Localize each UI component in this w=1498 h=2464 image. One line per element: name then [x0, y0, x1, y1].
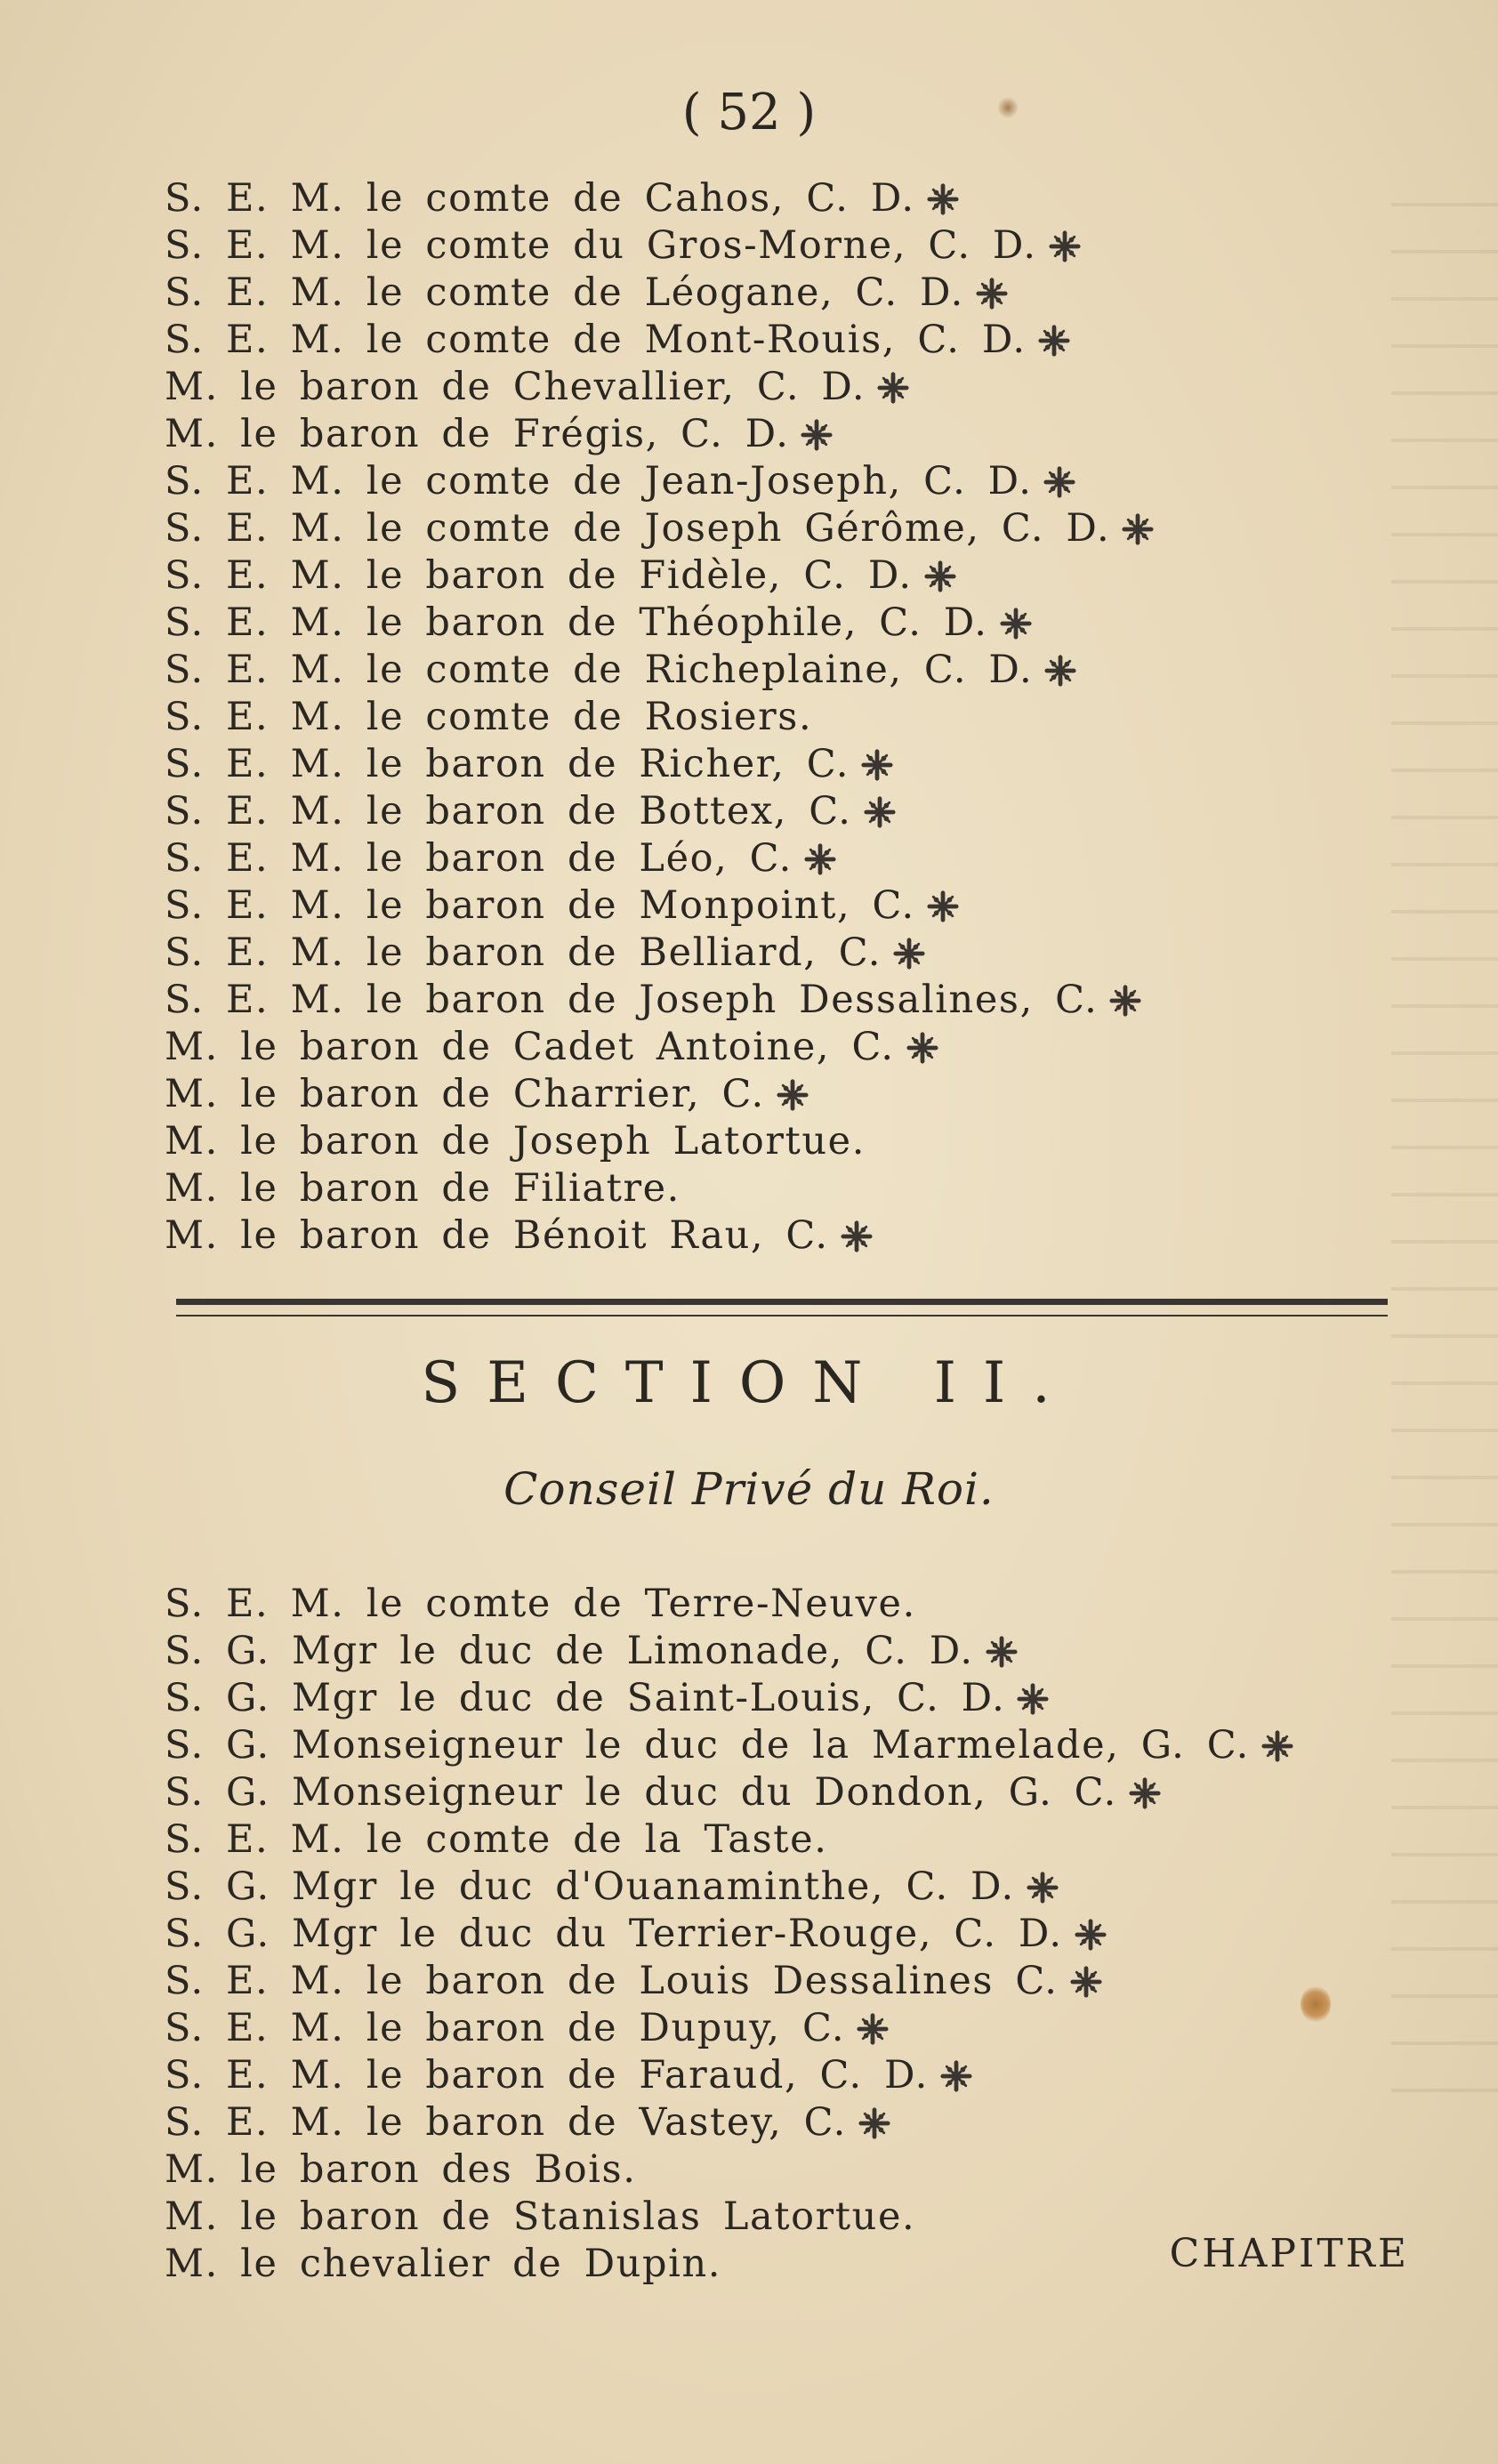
- order-cross-ornament-icon: [863, 795, 897, 829]
- entry-text: S. E. M. le baron de Louis Dessalines C.: [165, 1959, 1059, 2003]
- roster-entry: [165, 882, 1155, 930]
- entry-text: M. le baron des Bois.: [165, 2147, 637, 2192]
- double-rule-divider-thin: [176, 1315, 1388, 1317]
- roster-entry: [165, 1722, 1294, 1769]
- section-two-list: [165, 1581, 1294, 2288]
- order-cross-ornament-icon: [999, 607, 1033, 640]
- entry-text: M. le baron de Filiatre.: [165, 1166, 681, 1211]
- order-cross-ornament-icon: [923, 560, 957, 593]
- order-cross-ornament-icon: [906, 1031, 939, 1065]
- double-rule-divider: [176, 1299, 1388, 1305]
- entry-text: S. E. M. le baron de Léo, C.: [165, 836, 793, 881]
- order-cross-ornament-icon: [1108, 984, 1142, 1018]
- entry-text: S. G. Monseigneur le duc de la Marmelade, G. C.: [165, 1723, 1250, 1767]
- bleed-through-text: [1391, 169, 1498, 2126]
- roster-entry: [165, 835, 1155, 882]
- entry-text: S. E. M. le baron de Bottex, C.: [165, 789, 852, 833]
- order-cross-ornament-icon: [1043, 654, 1077, 688]
- entry-text: M. le baron de Charrier, C.: [165, 1072, 765, 1116]
- roster-entry: [165, 317, 1155, 364]
- entry-text: S. E. M. le baron de Fidèle, C. D.: [165, 553, 913, 598]
- roster-entry: [165, 222, 1155, 270]
- catchword: CHAPITRE: [1169, 2231, 1409, 2276]
- entry-text: S. G. Mgr le duc d'Ouanaminthe, C. D.: [165, 1864, 1015, 1909]
- order-cross-ornament-icon: [1026, 1871, 1059, 1904]
- entry-text: S. E. M. le comte de Rosiers.: [165, 695, 813, 739]
- order-cross-ornament-icon: [840, 1220, 874, 1253]
- roster-entry: [165, 1581, 1294, 1628]
- order-cross-ornament-icon: [1037, 324, 1071, 358]
- section-heading: SECTION II.: [421, 1350, 1077, 1416]
- entry-text: S. E. M. le comte de Joseph Gérôme, C. D.: [165, 506, 1111, 551]
- order-cross-ornament-icon: [1074, 1918, 1107, 1952]
- roster-entry: [165, 1165, 1155, 1212]
- entry-text: S. E. M. le baron de Joseph Dessalines, C.: [165, 978, 1099, 1022]
- roster-entry: [165, 505, 1155, 552]
- roster-entry: [165, 2099, 1294, 2146]
- roster-entry: [165, 977, 1155, 1024]
- order-cross-ornament-icon: [939, 2059, 973, 2093]
- roster-entry: [165, 1958, 1294, 2005]
- roster-entry: [165, 1911, 1294, 1958]
- roster-entry: [165, 552, 1155, 600]
- roster-entry: [165, 175, 1155, 222]
- roster-entry: [165, 930, 1155, 977]
- order-cross-ornament-icon: [926, 890, 960, 923]
- entry-text: S. E. M. le comte de la Taste.: [165, 1817, 828, 1862]
- entry-text: S. E. M. le baron de Théophile, C. D.: [165, 600, 988, 645]
- entry-text: S. E. M. le baron de Richer, C.: [165, 742, 850, 786]
- roster-entry: [165, 788, 1155, 835]
- entry-text: S. E. M. le baron de Faraud, C. D.: [165, 2053, 929, 2098]
- order-cross-ornament-icon: [892, 937, 926, 970]
- roster-entry: [165, 2241, 1294, 2288]
- order-cross-ornament-icon: [776, 1078, 809, 1112]
- order-cross-ornament-icon: [858, 2106, 891, 2140]
- roster-entry: [165, 270, 1155, 317]
- page-number: ( 52 ): [681, 84, 817, 141]
- entry-text: S. G. Mgr le duc de Saint-Louis, C. D.: [165, 1676, 1006, 1720]
- order-cross-ornament-icon: [800, 418, 834, 452]
- entry-text: M. le baron de Joseph Latortue.: [165, 1119, 866, 1164]
- roster-entry: [165, 1864, 1294, 1911]
- roster-entry: [165, 364, 1155, 411]
- entry-text: S. G. Monseigneur le duc du Dondon, G. C.: [165, 1770, 1117, 1815]
- roster-entry: [165, 694, 1155, 741]
- entry-text: S. G. Mgr le duc de Limonade, C. D.: [165, 1629, 974, 1673]
- order-cross-ornament-icon: [1043, 465, 1076, 499]
- entry-text: S. E. M. le baron de Belliard, C.: [165, 930, 882, 975]
- entry-text: S. E. M. le baron de Monpoint, C.: [165, 883, 915, 928]
- roster-entry: [165, 741, 1155, 788]
- order-cross-ornament-icon: [1260, 1729, 1294, 1763]
- section-subtitle: Conseil Privé du Roi.: [503, 1463, 995, 1515]
- roster-entry: [165, 1628, 1294, 1675]
- roster-entry: [165, 1816, 1294, 1864]
- roster-entry: [165, 1118, 1155, 1165]
- order-cross-ornament-icon: [803, 842, 837, 876]
- entry-text: S. E. M. le comte de Léogane, C. D.: [165, 270, 964, 315]
- order-cross-ornament-icon: [1069, 1965, 1103, 1999]
- entry-text: S. G. Mgr le duc du Terrier-Rouge, C. D.: [165, 1912, 1063, 1956]
- entry-text: S. E. M. le comte de Terre-Neuve.: [165, 1582, 916, 1626]
- entry-text: S. E. M. le comte de Mont-Rouis, C. D.: [165, 318, 1027, 362]
- entry-text: S. E. M. le comte de Cahos, C. D.: [165, 176, 915, 221]
- entry-text: M. le baron de Stanislas Latortue.: [165, 2194, 916, 2239]
- roster-entry: [165, 2052, 1294, 2099]
- order-cross-ornament-icon: [1048, 229, 1082, 263]
- entry-text: S. E. M. le comte du Gros-Morne, C. D.: [165, 223, 1037, 268]
- roster-entry: [165, 411, 1155, 458]
- roster-entry: [165, 2146, 1294, 2194]
- ink-stain: [1301, 1985, 1331, 2023]
- roster-entry: [165, 2005, 1294, 2052]
- entry-text: S. E. M. le comte de Richeplaine, C. D.: [165, 648, 1034, 692]
- entry-text: S. E. M. le comte de Jean-Joseph, C. D.: [165, 459, 1033, 503]
- entry-text: M. le baron de Chevallier, C. D.: [165, 365, 866, 409]
- roster-entry: [165, 1769, 1294, 1816]
- order-cross-ornament-icon: [1128, 1776, 1162, 1810]
- order-cross-ornament-icon: [876, 371, 910, 405]
- roster-entry: [165, 647, 1155, 694]
- entry-text: M. le baron de Bénoit Rau, C.: [165, 1213, 829, 1258]
- roster-entry: [165, 1675, 1294, 1722]
- order-cross-ornament-icon: [860, 748, 894, 782]
- roster-entry: [165, 600, 1155, 647]
- roster-entry: [165, 1212, 1155, 1260]
- roster-entry: [165, 458, 1155, 505]
- entry-text: M. le baron de Cadet Antoine, C.: [165, 1025, 895, 1069]
- order-cross-ornament-icon: [985, 1635, 1019, 1669]
- entry-text: S. E. M. le baron de Dupuy, C.: [165, 2006, 846, 2050]
- roster-entry: [165, 1071, 1155, 1118]
- order-cross-ornament-icon: [856, 2012, 890, 2046]
- entry-text: M. le baron de Frégis, C. D.: [165, 412, 790, 456]
- section-one-list: [165, 175, 1155, 1260]
- roster-entry: [165, 2194, 1294, 2241]
- entry-text: S. E. M. le baron de Vastey, C.: [165, 2100, 847, 2145]
- order-cross-ornament-icon: [1121, 512, 1155, 546]
- order-cross-ornament-icon: [926, 182, 960, 216]
- roster-entry: [165, 1024, 1155, 1071]
- order-cross-ornament-icon: [975, 277, 1009, 310]
- entry-text: M. le chevalier de Dupin.: [165, 2242, 722, 2286]
- order-cross-ornament-icon: [1016, 1682, 1050, 1716]
